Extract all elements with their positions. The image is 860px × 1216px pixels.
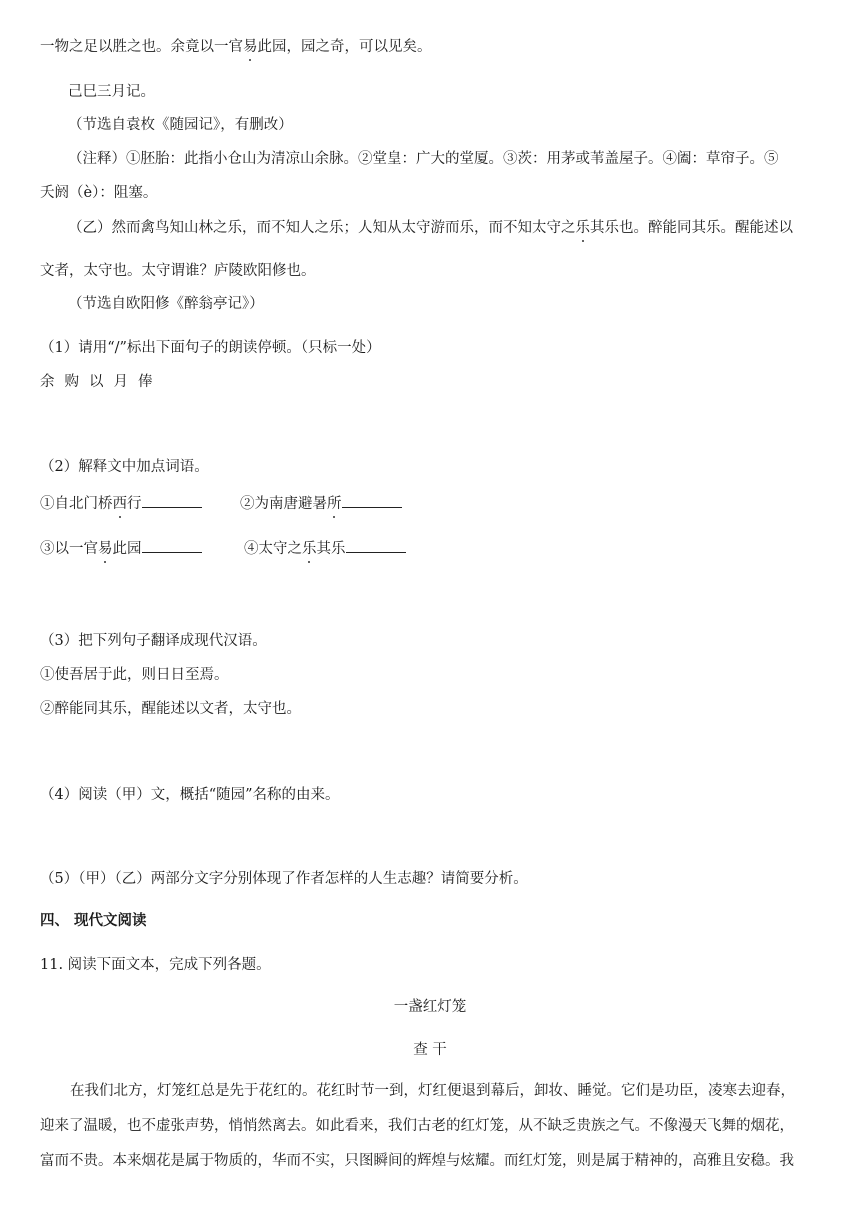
question-5-prompt: （5）（甲）（乙）两部分文字分别体现了作者怎样的人生志趣？请简要分析。 bbox=[40, 871, 528, 887]
question-1-sentence bbox=[40, 372, 163, 392]
answer-blank[interactable] bbox=[142, 493, 202, 508]
question-1-prompt: （1）请用“/”标出下面句子的朗读停顿。（只标一处） bbox=[40, 340, 381, 356]
passage-yi-source: （节选自欧阳修《醉翁亭记》） bbox=[68, 296, 264, 312]
article-paragraph-line-2: 迎来了温暖，也不虚张声势，悄悄然离去。如此看来，我们古老的红灯笼，从不缺乏贵族之气。不像漫天飞舞的烟花， bbox=[40, 1118, 794, 1134]
sentence-char: 月 bbox=[113, 374, 128, 390]
question-3-sentence-1: ①使吾居于此，则日日至焉。 bbox=[40, 667, 229, 683]
passage-date: 己巳三月记。 bbox=[68, 84, 155, 100]
dotted-char: 西 bbox=[112, 496, 127, 512]
passage-jia-source: （节选自袁枚《随园记》，有删改） bbox=[68, 117, 293, 133]
sentence-char: 以 bbox=[89, 374, 104, 390]
question-2-prompt: （2）解释文中加点词语。 bbox=[40, 459, 209, 475]
article-paragraph-line-1: 在我们北方，灯笼红总是先于花红的。花红时节一到，灯红便退到幕后，卸妆、睡觉。它们是功臣，凌寒去迎春， bbox=[70, 1083, 795, 1099]
annotation-line-2: 夭阏（è）：阻塞。 bbox=[40, 185, 158, 201]
question-2-item-3: ③以一官易此园 bbox=[40, 538, 202, 559]
question-2-item-2: ②为南唐避暑所 bbox=[240, 493, 402, 514]
dotted-char: 易 bbox=[98, 541, 113, 557]
annotation-line-1: （注释）①胚胎：此指小仓山为清凉山余脉。②堂皇：广大的堂厦。③茨：用茅或苇盖屋子。④阖：草帘子。⑤ bbox=[68, 151, 779, 167]
dotted-char: 所 bbox=[327, 496, 342, 512]
dotted-char: 乐 bbox=[302, 541, 317, 557]
question-4-prompt: （4）阅读（甲）文，概括“随园”名称的由来。 bbox=[40, 787, 340, 803]
question-2-item-4: ④太守之乐其乐 bbox=[244, 538, 406, 559]
article-author: 查 干 bbox=[413, 1042, 447, 1058]
sentence-char: 余 bbox=[40, 374, 55, 390]
question-2-item-1: ①自北门桥西行 bbox=[40, 493, 202, 514]
sentence-char: 购 bbox=[64, 374, 79, 390]
passage-yi-line-2: 文者，太守也。太守谓谁？庐陵欧阳修也。 bbox=[40, 263, 316, 279]
answer-blank[interactable] bbox=[142, 538, 202, 553]
passage-yi-line-1: （乙）然而禽鸟知山林之乐，而不知人之乐；人知从太守游而乐，而不知太守之乐其乐也。醉能同其乐。醒能述以 bbox=[68, 220, 793, 236]
article-title: 一盏红灯笼 bbox=[393, 999, 467, 1015]
section-heading: 四、 现代文阅读 bbox=[40, 913, 147, 929]
sentence-char: 俸 bbox=[138, 374, 153, 390]
answer-blank[interactable] bbox=[342, 493, 402, 508]
answer-blank[interactable] bbox=[346, 538, 406, 553]
dotted-char: 乐 bbox=[575, 220, 590, 236]
question-3-prompt: （3）把下列句子翻译成现代汉语。 bbox=[40, 633, 267, 649]
question-11-prompt: 11. 阅读下面文本，完成下列各题。 bbox=[40, 957, 271, 973]
article-paragraph-line-3: 富而不贵。本来烟花是属于物质的，华而不实，只图瞬间的辉煌与炫耀。而红灯笼，则是属于精神的，高雅且安稳。我 bbox=[40, 1153, 794, 1169]
passage-jia-last-line: 一物之足以胜之也。余竟以一官易此园，园之奇，可以见矣。 bbox=[40, 39, 432, 55]
question-3-sentence-2: ②醉能同其乐，醒能述以文者，太守也。 bbox=[40, 701, 301, 717]
dotted-char: 易 bbox=[243, 39, 258, 55]
